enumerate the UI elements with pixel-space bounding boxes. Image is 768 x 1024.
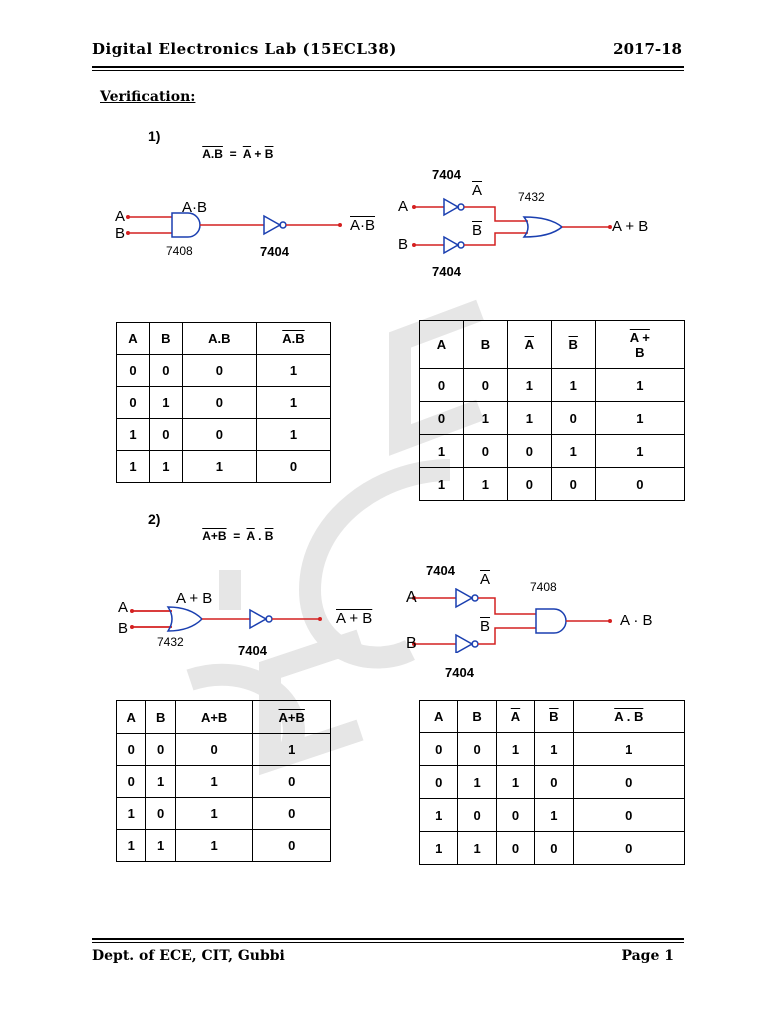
table-header: $\overline{A}$ [507,321,551,369]
table-cell: 1 [551,435,595,468]
circuit-1-right-inv-a-label: $\overline{A}$ [472,182,483,199]
table-cell: 0 [117,387,150,419]
table-header: $\overline{A}$ [496,701,534,733]
table-cell: 1 [463,468,507,501]
table-header: A . B [573,701,684,733]
terminal-a [412,205,416,209]
table-cell: 0 [463,435,507,468]
table-cell: 1 [535,733,573,766]
table-row [117,734,331,766]
table-cell: 0 [117,734,146,766]
part-2-rhs-op: . [258,529,262,543]
table-cell: 0 [458,733,496,766]
table-cell: 0 [463,369,507,402]
circuit-2-right-inv-a-label: $\overline{A}$ [480,571,491,588]
not-gate-icon [456,635,472,653]
table-cell: 1 [146,766,175,798]
truth-table-2-left [116,700,331,862]
table-header: A [420,701,458,733]
table-cell: 1 [507,369,551,402]
table-row [420,468,685,501]
circuit-2-right-ic-top: 7404 [426,563,455,578]
circuit-2-right-output-label: A · B [620,612,653,629]
part-2-number: 2) [148,511,161,527]
table-cell: 0 [149,419,182,451]
circuit-1-right-output-label: A + B [612,218,649,235]
wire-inv-a [478,598,536,614]
table-cell: 0 [256,451,330,483]
table-row [117,798,331,830]
table-header: A+B [253,701,331,734]
circuit-1-right-ic-gate: 7432 [518,190,545,204]
table-cell: 0 [420,402,464,435]
not-gate-icon [264,216,280,234]
terminal-b [130,625,134,629]
part-2-lhs: A+B [202,529,227,543]
circuit-2-right-input-b: B [406,635,417,652]
circuit-2-left-output-label: A + B [336,610,373,627]
table-cell: 1 [175,766,253,798]
part-2-rhs-right: $\overline{B}$ [264,529,274,543]
truth-table-2-right [419,700,685,865]
table-cell: 0 [507,435,551,468]
table-cell: 1 [458,832,496,865]
table-cell: 0 [146,734,175,766]
table-row [420,435,685,468]
table-header: A [420,321,464,369]
part-1-lhs: A.B [202,147,223,161]
terminal-b [412,243,416,247]
table-cell: 0 [420,733,458,766]
table-cell: 1 [458,766,496,799]
table-row [117,451,331,483]
table-cell: 1 [463,402,507,435]
table-cell: 0 [535,832,573,865]
table-header: B [458,701,496,733]
table-header: A [117,323,150,355]
table-cell: 0 [420,766,458,799]
table-cell: 1 [253,734,331,766]
table-header [595,321,684,369]
not-gate-icon [250,610,266,628]
circuit-2-right [410,588,650,653]
table-cell: 1 [573,733,684,766]
table-cell: 0 [551,468,595,501]
document-header-title: Digital Electronics Lab (15ECL38) [92,40,397,58]
table-cell: 0 [117,355,150,387]
table-cell: 1 [117,451,150,483]
truth-table-1-left [116,322,331,483]
table-cell: 1 [256,387,330,419]
table-row [117,419,331,451]
table-cell: 1 [595,402,684,435]
circuit-2-left-ic-inv: 7404 [238,643,267,658]
table-cell: 1 [175,830,253,862]
circuit-1-left-output-label: A·B [350,217,376,234]
circuit-2-right-ic-bottom: 7404 [445,665,474,680]
part-2-rhs-left: $\overline{A}$ [246,529,255,543]
table-row [420,402,685,435]
table-row [117,830,331,862]
table-cell: 0 [182,419,256,451]
circuit-1-left [110,195,380,265]
or-gate-icon [168,607,202,631]
circuit-2-right-ic-gate: 7408 [530,580,557,594]
table-cell: 1 [117,419,150,451]
table-cell: 1 [149,451,182,483]
table-cell: 0 [149,355,182,387]
table-cell: 1 [595,435,684,468]
table-cell: 1 [420,435,464,468]
part-1-rhs-left: $\overline{A}$ [242,147,252,161]
table-header: A+B [175,701,253,734]
circuit-1-left-ic-gate: 7408 [166,244,193,258]
not-gate-icon [456,589,472,607]
table-header: B [149,323,182,355]
table-row [117,355,331,387]
table-cell: 1 [182,451,256,483]
table-cell: 0 [182,387,256,419]
document-header-year: 2017-18 [613,40,682,58]
table-cell: 1 [551,369,595,402]
table-cell: 0 [182,355,256,387]
circuit-2-left-gate-label: A + B [176,590,213,607]
and-gate-icon [172,213,200,237]
circuit-1-left-ic-inv: 7404 [260,244,289,259]
table-cell: 1 [420,832,458,865]
header-rule [92,66,684,68]
part-1-number: 1) [148,128,161,144]
table-cell: 0 [573,766,684,799]
circuit-2-right-input-a: A [406,589,417,606]
table-header: $\overline{B}$ [535,701,573,733]
part-1-rhs-op: + [254,147,262,161]
table-row [420,369,685,402]
table-header: A [117,701,146,734]
table-row [117,387,331,419]
or-gate-icon [524,217,562,237]
part-1-equation: $A.B = \overline{A} + \overline{B}$ [202,147,274,161]
table-cell: 1 [496,733,534,766]
table-cell: 0 [496,799,534,832]
table-cell: 0 [507,468,551,501]
circuit-1-right-input-b: B [398,236,409,253]
table-cell: 0 [458,799,496,832]
table-header: A.B [182,323,256,355]
table-cell: 0 [551,402,595,435]
and-gate-icon [536,609,566,633]
table-cell: 0 [117,766,146,798]
table-row [420,766,685,799]
circuit-1-right-input-a: A [398,198,409,215]
circuit-2-left-ic-gate: 7432 [157,635,184,649]
table-cell: 1 [507,402,551,435]
table-cell: 0 [146,798,175,830]
truth-table-1-right [419,320,685,501]
table-cell: 0 [420,369,464,402]
table-row [420,799,685,832]
section-title: Verification: [100,89,196,105]
table-cell: 1 [256,419,330,451]
circuit-1-left-gate-label: A·B [182,199,208,216]
not-gate-icon [444,199,458,215]
circuit-2-left-input-b: B [118,620,129,637]
table-cell: 1 [175,798,253,830]
table-row [420,733,685,766]
table-cell: 1 [496,766,534,799]
circuit-1-right-ic-bottom: 7404 [432,264,461,279]
table-cell: 1 [146,830,175,862]
circuit-1-right-ic-top: 7404 [432,167,461,182]
table-cell: 0 [496,832,534,865]
terminal-out [608,619,612,623]
terminal-out [318,617,322,621]
not-gate-icon [444,237,458,253]
part-1-rhs-right: $\overline{B}$ [264,147,274,161]
table-cell: 1 [117,830,146,862]
table-cell: 0 [573,799,684,832]
circuit-2-left-input-a: A [118,599,129,616]
table-cell: 0 [595,468,684,501]
table-header: B [463,321,507,369]
table-cell: 1 [117,798,146,830]
circuit-1-right-inv-b-label: $\overline{B}$ [472,222,483,239]
table-cell: 1 [535,799,573,832]
header-rule-thin [92,70,684,71]
table-cell: 0 [253,766,331,798]
table-header: A.B [256,323,330,355]
terminal-b [126,231,130,235]
footer-page-number: Page 1 [621,948,674,964]
table-cell: 0 [175,734,253,766]
table-cell: 0 [535,766,573,799]
table-cell: 1 [420,799,458,832]
table-cell: 0 [573,832,684,865]
header-line: A + [629,329,650,345]
table-cell: 1 [595,369,684,402]
terminal-out [338,223,342,227]
footer-rule [92,938,684,940]
circuit-2-right-inv-b-label: $\overline{B}$ [480,618,491,635]
table-cell: 0 [253,798,331,830]
table-row [420,832,685,865]
table-row [117,766,331,798]
table-header: $\overline{B}$ [551,321,595,369]
wire-inv-a [464,207,528,221]
terminal-a [126,215,130,219]
footer-department: Dept. of ECE, CIT, Gubbi [92,948,285,964]
table-cell: 1 [256,355,330,387]
footer-rule-thin [92,942,684,943]
table-cell: 1 [149,387,182,419]
table-header: B [146,701,175,734]
circuit-1-left-input-b: B [115,225,126,242]
table-cell: 0 [253,830,331,862]
table-cell: 1 [420,468,464,501]
header-line: B [635,344,645,360]
part-2-equation: $A+B = \overline{A}$ . $\overline{B}$ [202,529,274,543]
terminal-a [130,609,134,613]
circuit-1-left-input-a: A [115,208,126,225]
